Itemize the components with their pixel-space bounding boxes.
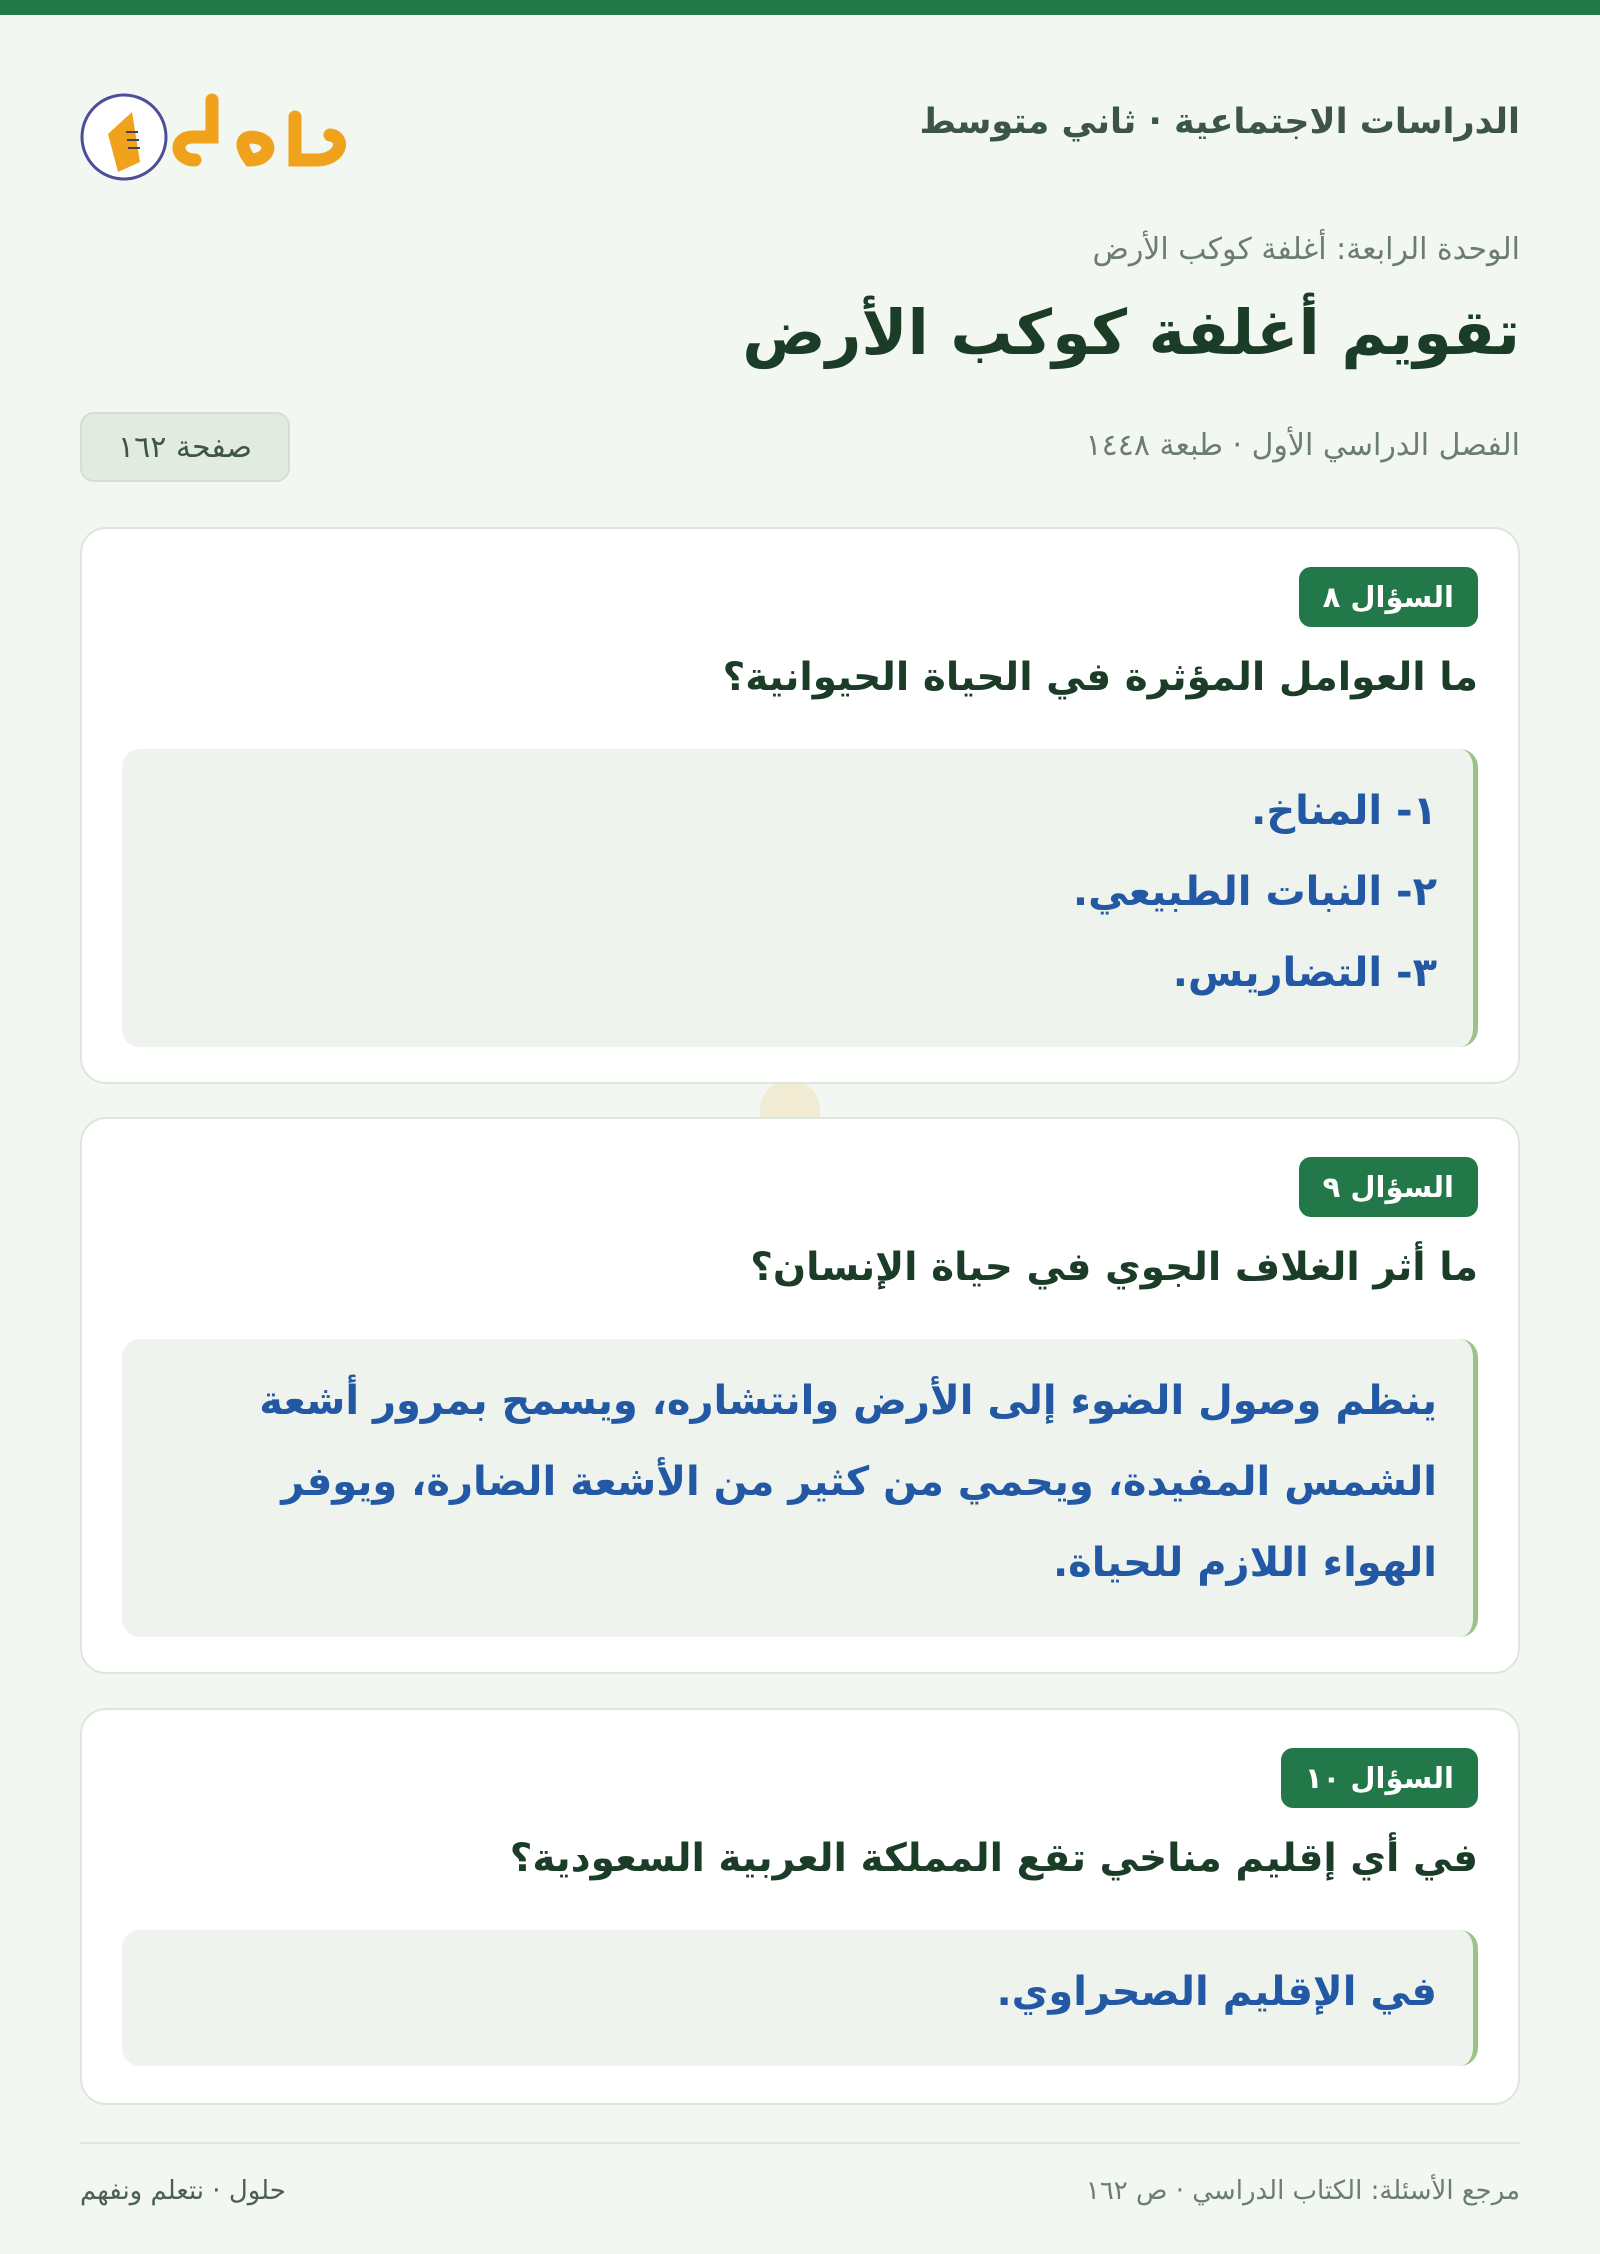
logo-icon [80,82,380,192]
question-card-8 [80,527,1520,1084]
answer-box [122,1930,1478,2066]
answer-line: ١- المناخ. [1251,788,1437,834]
answer-box [122,749,1478,1047]
footer-reference: مرجع الأسئلة: الكتاب الدراسي · ص ١٦٢ [1085,2176,1520,2206]
question-text: ما أثر الغلاف الجوي في حياة الإنسان؟ [750,1245,1478,1290]
subject-title: الدراسات الاجتماعية · ثاني متوسط [919,102,1520,142]
top-accent-bar [0,0,1600,15]
page-header [80,62,1520,202]
question-card-10 [80,1708,1520,2105]
semester-edition: الفصل الدراسي الأول · طبعة ١٤٤٨ [1085,428,1520,463]
page-title: تقويم أغلفة كوكب الأرض [742,296,1520,369]
answer-line: ٣- التضاريس. [1172,950,1437,996]
question-number-badge: السؤال ١٠ [1281,1748,1478,1808]
answer-line: ٢- النبات الطبيعي. [1072,869,1437,915]
answer-line: في الإقليم الصحراوي. [996,1969,1437,2015]
page-number-badge: صفحة ١٦٢ [80,412,290,482]
footer-divider [80,2142,1520,2144]
unit-label: الوحدة الرابعة: أغلفة كوكب الأرض [1092,232,1520,267]
question-number-badge: السؤال ٩ [1299,1157,1478,1217]
footer-tagline: حلول · نتعلم ونفهم [80,2176,286,2206]
site-logo[interactable] [80,82,380,192]
question-card-9 [80,1117,1520,1674]
answer-box [122,1339,1478,1637]
question-text: في أي إقليم مناخي تقع المملكة العربية السعودية؟ [509,1836,1478,1881]
question-number-badge: السؤال ٨ [1299,567,1478,627]
question-text: ما العوامل المؤثرة في الحياة الحيوانية؟ [722,655,1478,700]
answer-paragraph: ينظم وصول الضوء إلى الأرض وانتشاره، ويسمح بمرور أشعة الشمس المفيدة، ويحمي من كثير من الأشعة الضارة، ويوفر الهواء اللازم للحياة. [259,1378,1437,1586]
